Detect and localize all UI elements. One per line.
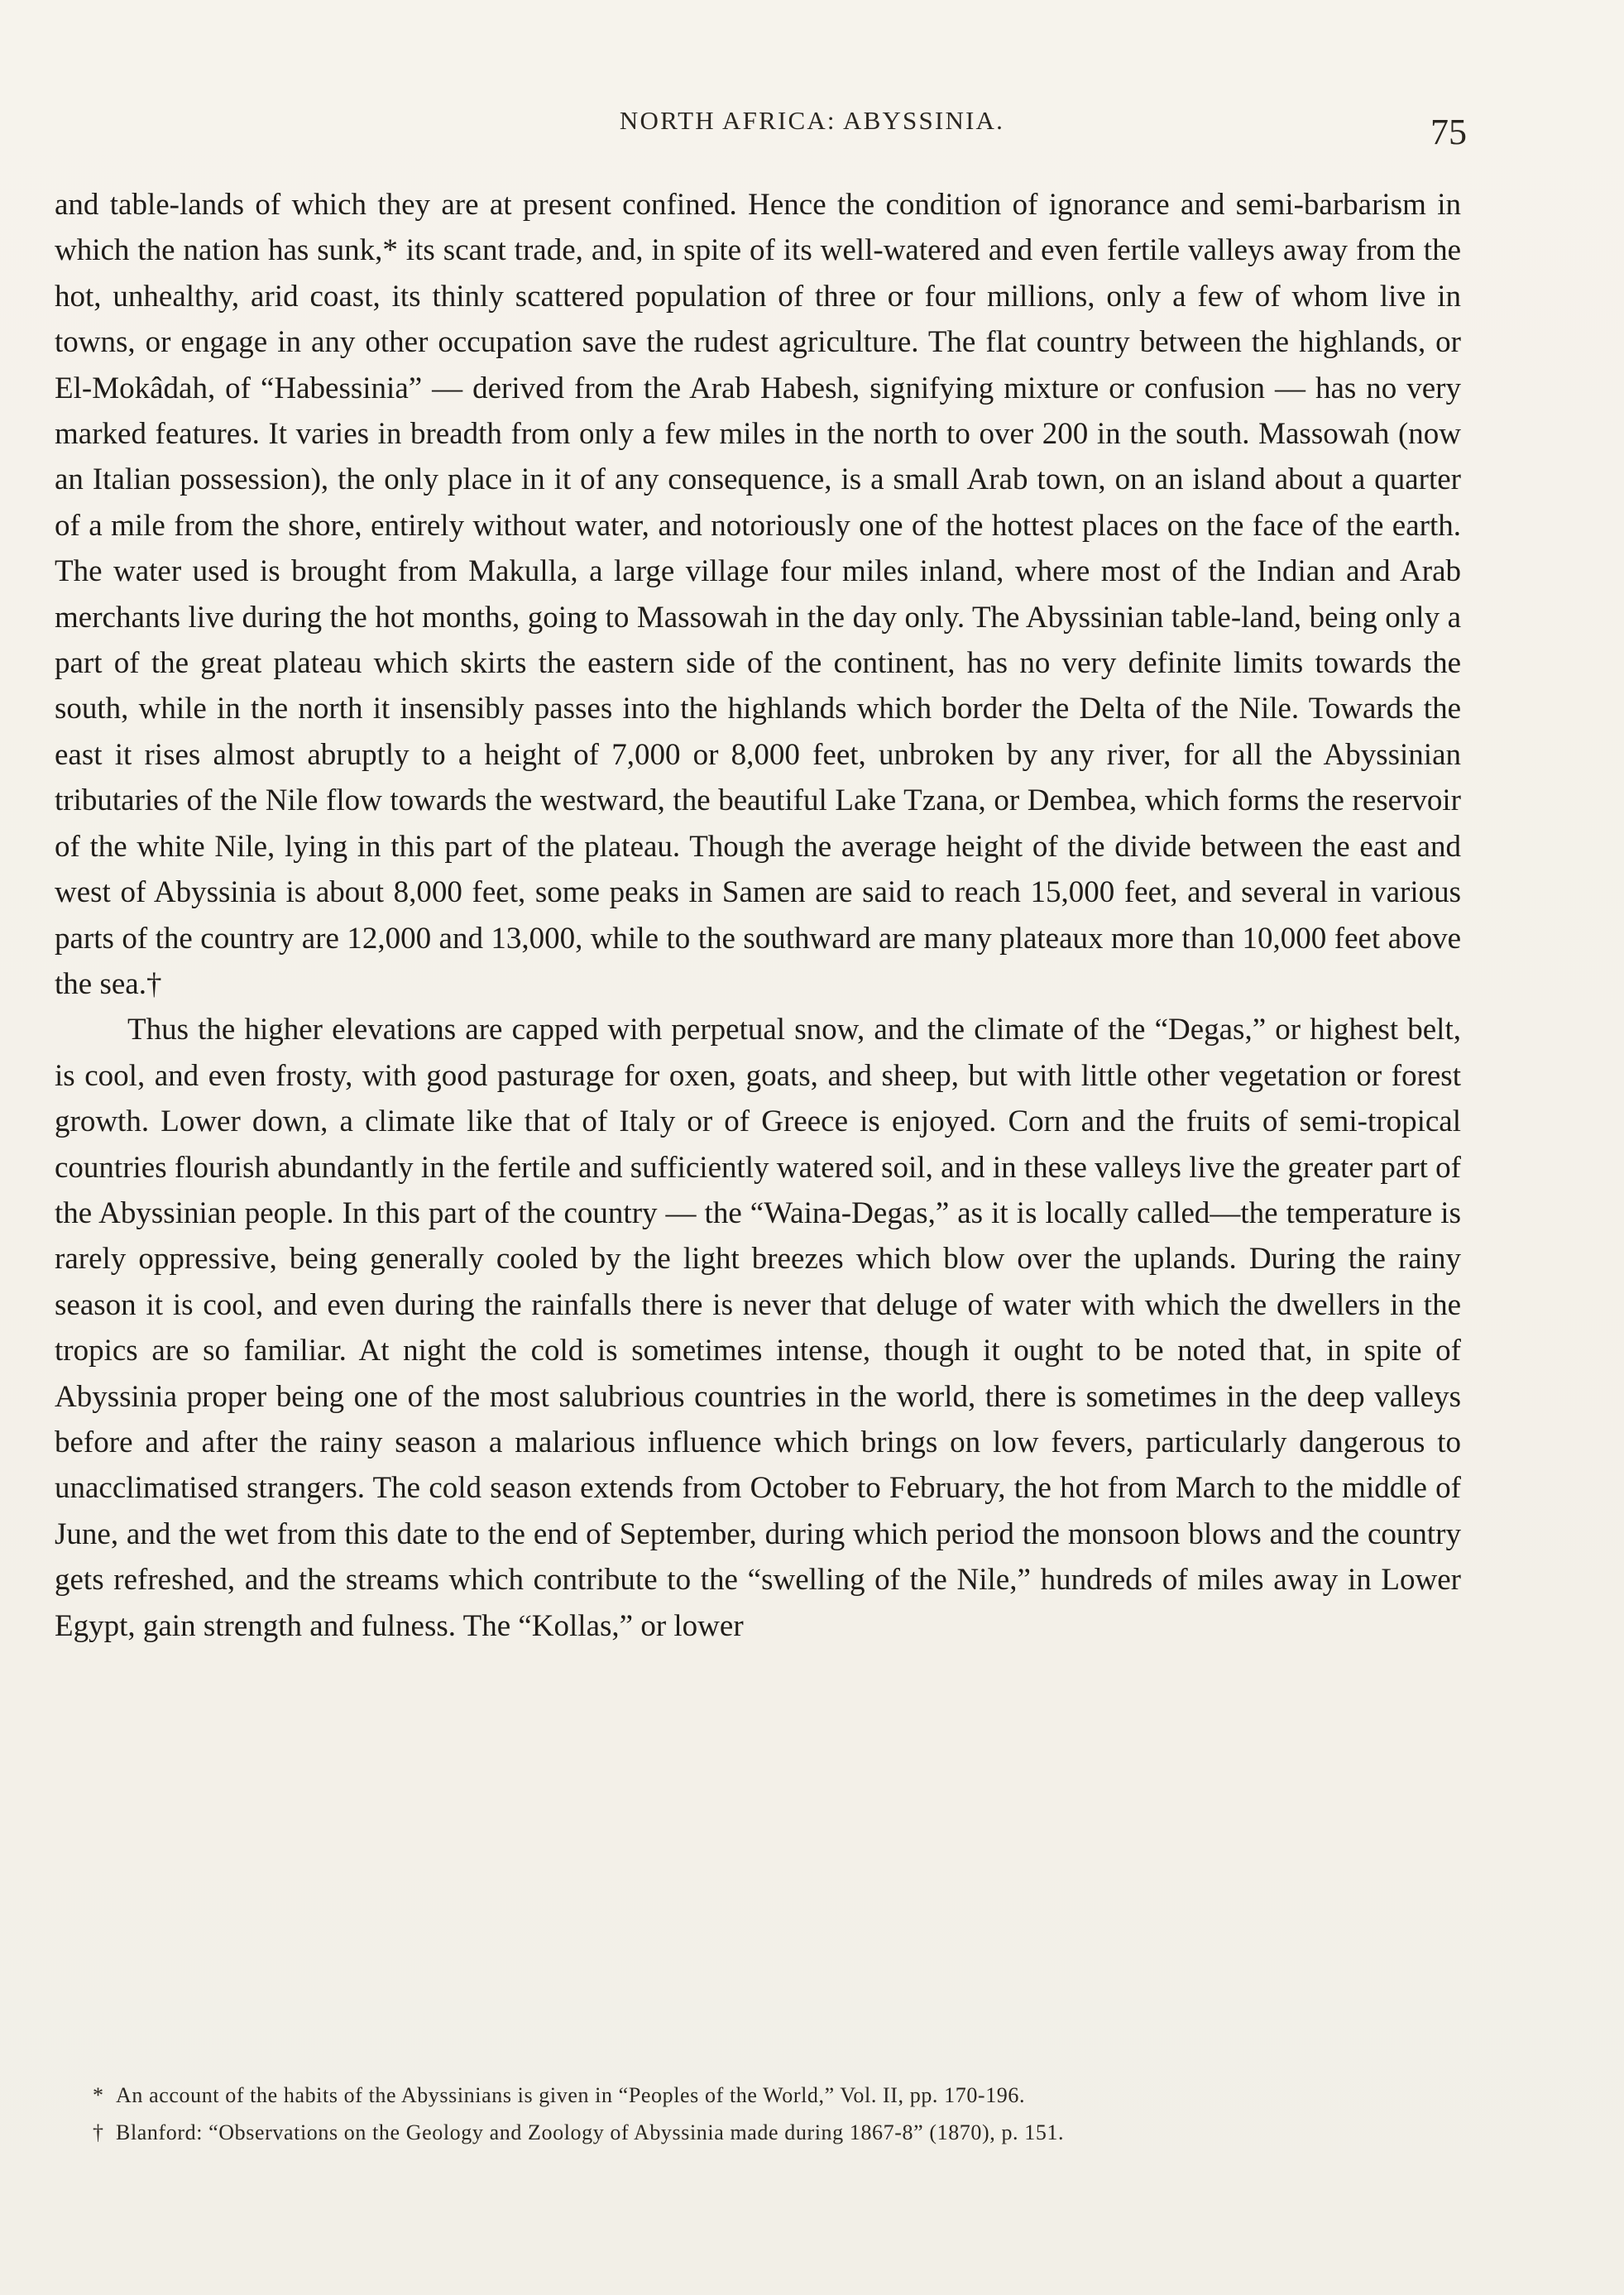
body-text	[55, 182, 1461, 1649]
page-number: 75	[1430, 112, 1467, 152]
footnote-text: Blanford: “Observations on the Geology and Zoology of Abyssinia made during 1867-8” (1870), p. 151.	[116, 2120, 1065, 2144]
footnote-mark: *	[93, 2083, 104, 2107]
footnote-1	[93, 2077, 1458, 2114]
footnote-2	[93, 2114, 1458, 2151]
page-header	[0, 106, 1624, 156]
running-head: NORTH AFRICA: ABYSSINIA.	[619, 106, 1005, 135]
footnote-mark: †	[93, 2120, 104, 2144]
paragraph-1: and table-lands of which they are at present confined. Hence the condition of ignorance and semi-barbarism in which the nation has sunk,* its scant trade, and, in spite of its well-watered and even fertile valleys away from the hot, unhealthy, arid coast, its thinly scattered population of three or four millions, only a few of whom live in towns, or engage in any other occupation save the rudest agriculture. The flat country between the highlands, or El-Mokâdah, of “Habessinia” — derived from the Arab Habesh, signifying mixture or confusion — has no very marked features. It varies in breadth from only a few miles in the north to over 200 in the south. Massowah (now an Italian possession), the only place in it of any consequence, is a small Arab town, on an island about a quarter of a mile from the shore, entirely without water, and notoriously one of the hottest places on the face of the earth. The water used is brought from Makulla, a large village four miles inland, where most of the Indian and Arab merchants live during the hot months, going to Massowah in the day only. The Abyssinian table-land, being only a part of the great plateau which skirts the eastern side of the continent, has no very definite limits towards the south, while in the north it insensibly passes into the highlands which border the Delta of the Nile. Towards the east it rises almost abruptly to a height of 7,000 or 8,000 feet, unbroken by any river, for all the Abyssinian tributaries of the Nile flow towards the westward, the beautiful Lake Tzana, or Dembea, which forms the reservoir of the white Nile, lying in this part of the plateau. Though the average height of the divide between the east and west of Abyssinia is about 8,000 feet, some peaks in Samen are said to reach 15,000 feet, and several in various parts of the country are 12,000 and 13,000, while to the southward are many plateaux more than 10,000 feet above the sea.†	[55, 188, 1461, 1001]
paragraph-2: Thus the higher elevations are capped with perpetual snow, and the climate of the “Degas,” or highest belt, is cool, and even frosty, with good pasturage for oxen, goats, and sheep, but with little other vegetation or forest growth. Lower down, a climate like that of Italy or of Greece is enjoyed. Corn and the fruits of semi-tropical countries flourish abundantly in the fertile and sufficiently watered soil, and in these valleys live the greater part of the Abyssinian people. In this part of the country — the “Waina-Degas,” as it is locally called—the temperature is rarely oppressive, being generally cooled by the light breezes which blow over the uplands. During the rainy season it is cool, and even during the rainfalls there is never that deluge of water with which the dwellers in the tropics are so familiar. At night the cold is sometimes intense, though it ought to be noted that, in spite of Abyssinia proper being one of the most salubrious countries in the world, there is sometimes in the deep valleys before and after the rainy season a malarious influence which brings on low fevers, particularly dangerous to unacclimatised strangers. The cold season extends from October to February, the hot from March to the middle of June, and the wet from this date to the end of September, during which period the monsoon blows and the country gets refreshed, and the streams which contribute to the “swelling of the Nile,” hundreds of miles away in Lower Egypt, gain strength and fulness. The “Kollas,” or lower	[55, 1013, 1461, 1643]
footnote-text: An account of the habits of the Abyssinians is given in “Peoples of the World,” Vol. II, pp. 170-196.	[116, 2083, 1026, 2107]
footnotes	[93, 2077, 1458, 2151]
